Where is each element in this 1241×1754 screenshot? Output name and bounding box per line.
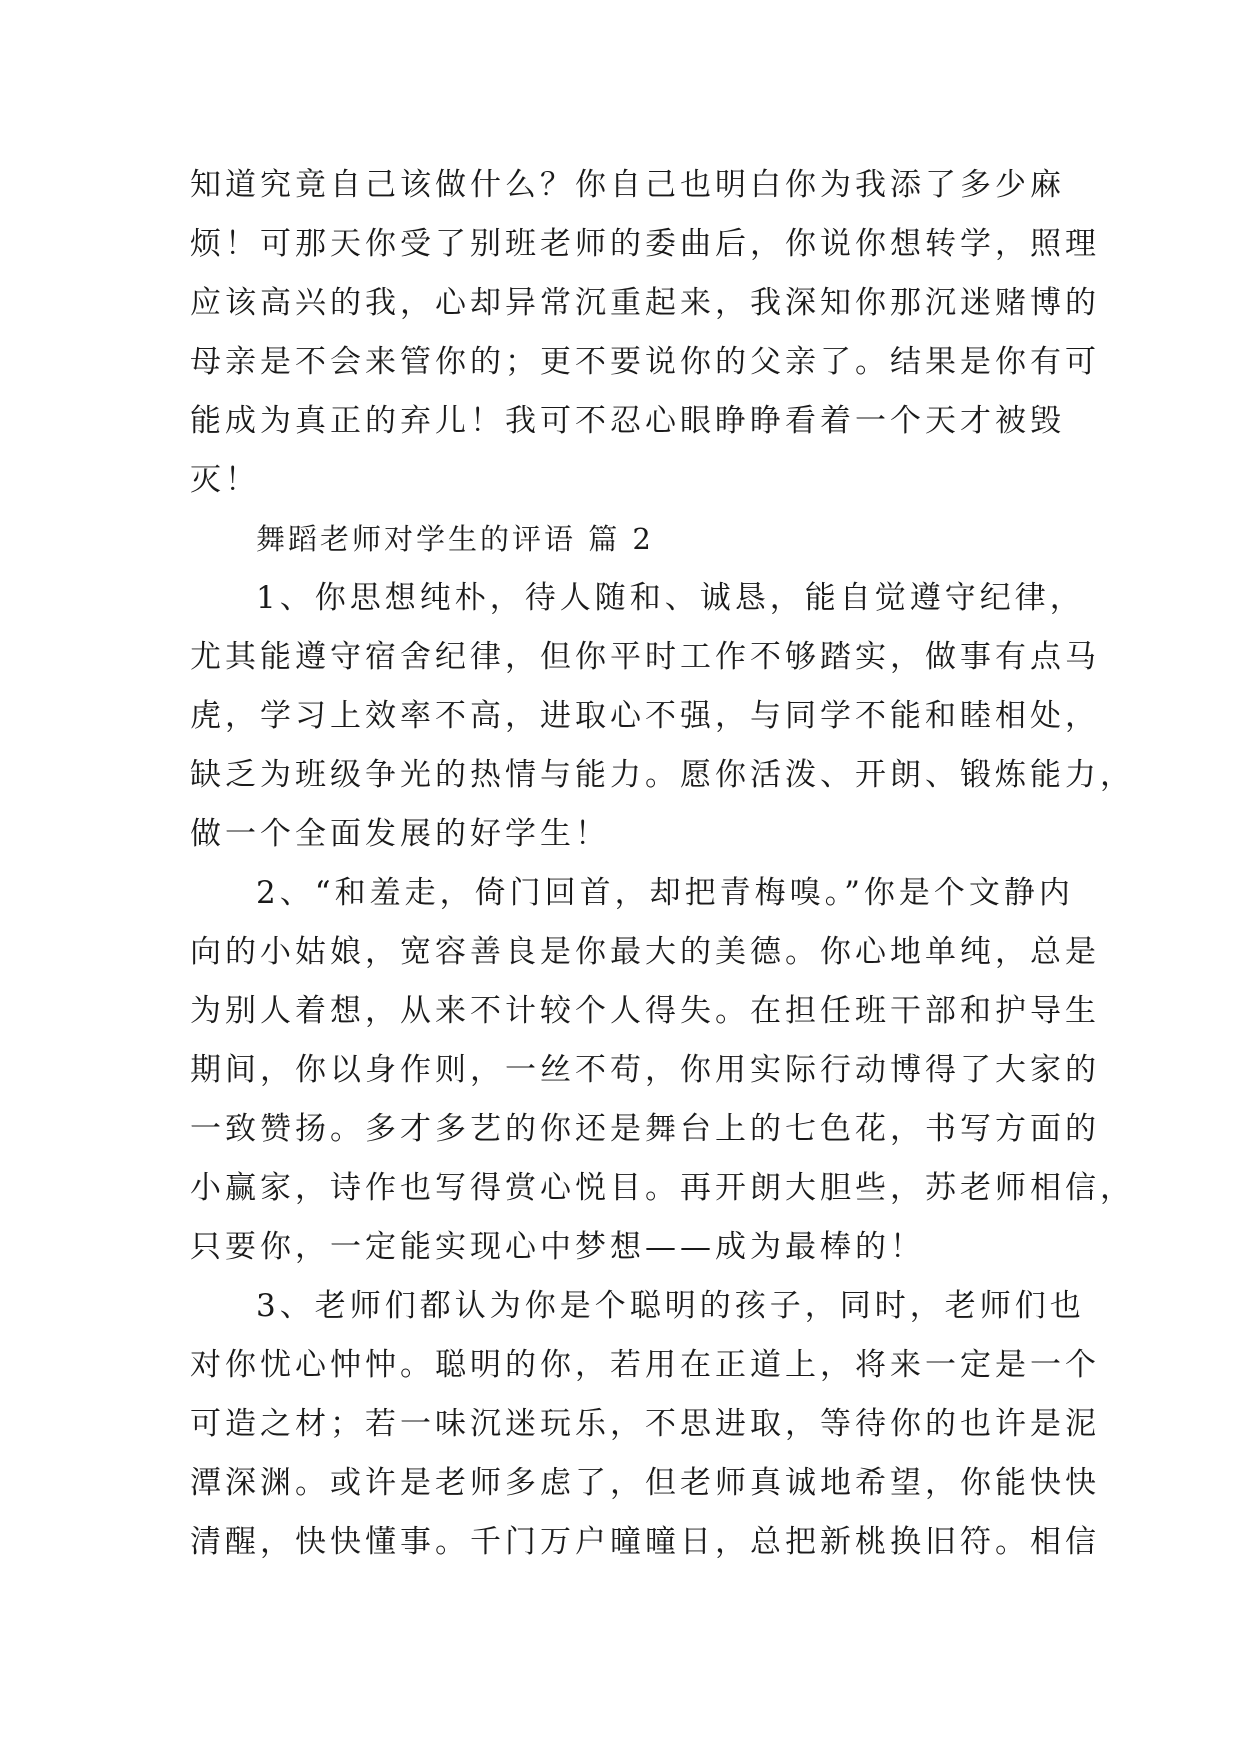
text-line: 2、“和羞走，倚门回首，却把青梅嗅。”你是个文静内 [256, 875, 1074, 911]
text-line: 虎，学习上效率不高，进取心不强，与同学不能和睦相处， [190, 698, 1100, 734]
text-line: 为别人着想，从来不计较个人得失。在担任班干部和护导生 [190, 993, 1100, 1029]
text-line: 3、老师们都认为你是个聪明的孩子，同时，老师们也 [256, 1288, 1085, 1324]
continued-paragraph [190, 156, 1100, 510]
section-heading: 舞蹈老师对学生的评语 篇 2 [256, 522, 654, 556]
text-line: 应该高兴的我，心却异常沉重起来，我深知你那沉迷赌博的 [190, 285, 1100, 321]
text-line: 向的小姑娘，宽容善良是你最大的美德。你心地单纯，总是 [190, 934, 1100, 970]
text-line: 一致赞扬。多才多艺的你还是舞台上的七色花，书写方面的 [190, 1111, 1100, 1147]
text-line: 期间，你以身作则，一丝不苟，你用实际行动博得了大家的 [190, 1052, 1100, 1088]
text-line: 尤其能遵守宿舍纪律，但你平时工作不够踏实，做事有点马 [190, 639, 1100, 675]
text-line: 清醒，快快懂事。千门万户曈曈日，总把新桃换旧符。相信 [190, 1524, 1100, 1560]
text-line: 灭！ [190, 462, 260, 498]
comments-body [190, 569, 1135, 1572]
text-line: 烦！可那天你受了别班老师的委曲后，你说你想转学，照理 [190, 226, 1100, 262]
text-line: 只要你，一定能实现心中梦想——成为最棒的！ [190, 1229, 925, 1265]
text-line: 对你忧心忡忡。聪明的你，若用在正道上，将来一定是一个 [190, 1347, 1100, 1383]
text-line: 小赢家，诗作也写得赏心悦目。再开朗大胆些，苏老师相信， [190, 1170, 1135, 1206]
text-line: 可造之材；若一味沉迷玩乐，不思进取，等待你的也许是泥 [190, 1406, 1100, 1442]
text-line: 做一个全面发展的好学生！ [190, 816, 610, 852]
text-line: 潭深渊。或许是老师多虑了，但老师真诚地希望，你能快快 [190, 1465, 1100, 1501]
text-line: 缺乏为班级争光的热情与能力。愿你活泼、开朗、锻炼能力， [190, 757, 1135, 793]
text-line: 1、你思想纯朴，待人随和、诚恳，能自觉遵守纪律， [256, 580, 1085, 616]
text-line: 能成为真正的弃儿！我可不忍心眼睁睁看着一个天才被毁 [190, 403, 1065, 439]
text-line: 母亲是不会来管你的；更不要说你的父亲了。结果是你有可 [190, 344, 1100, 380]
text-line: 知道究竟自己该做什么？你自己也明白你为我添了多少麻 [190, 167, 1065, 203]
